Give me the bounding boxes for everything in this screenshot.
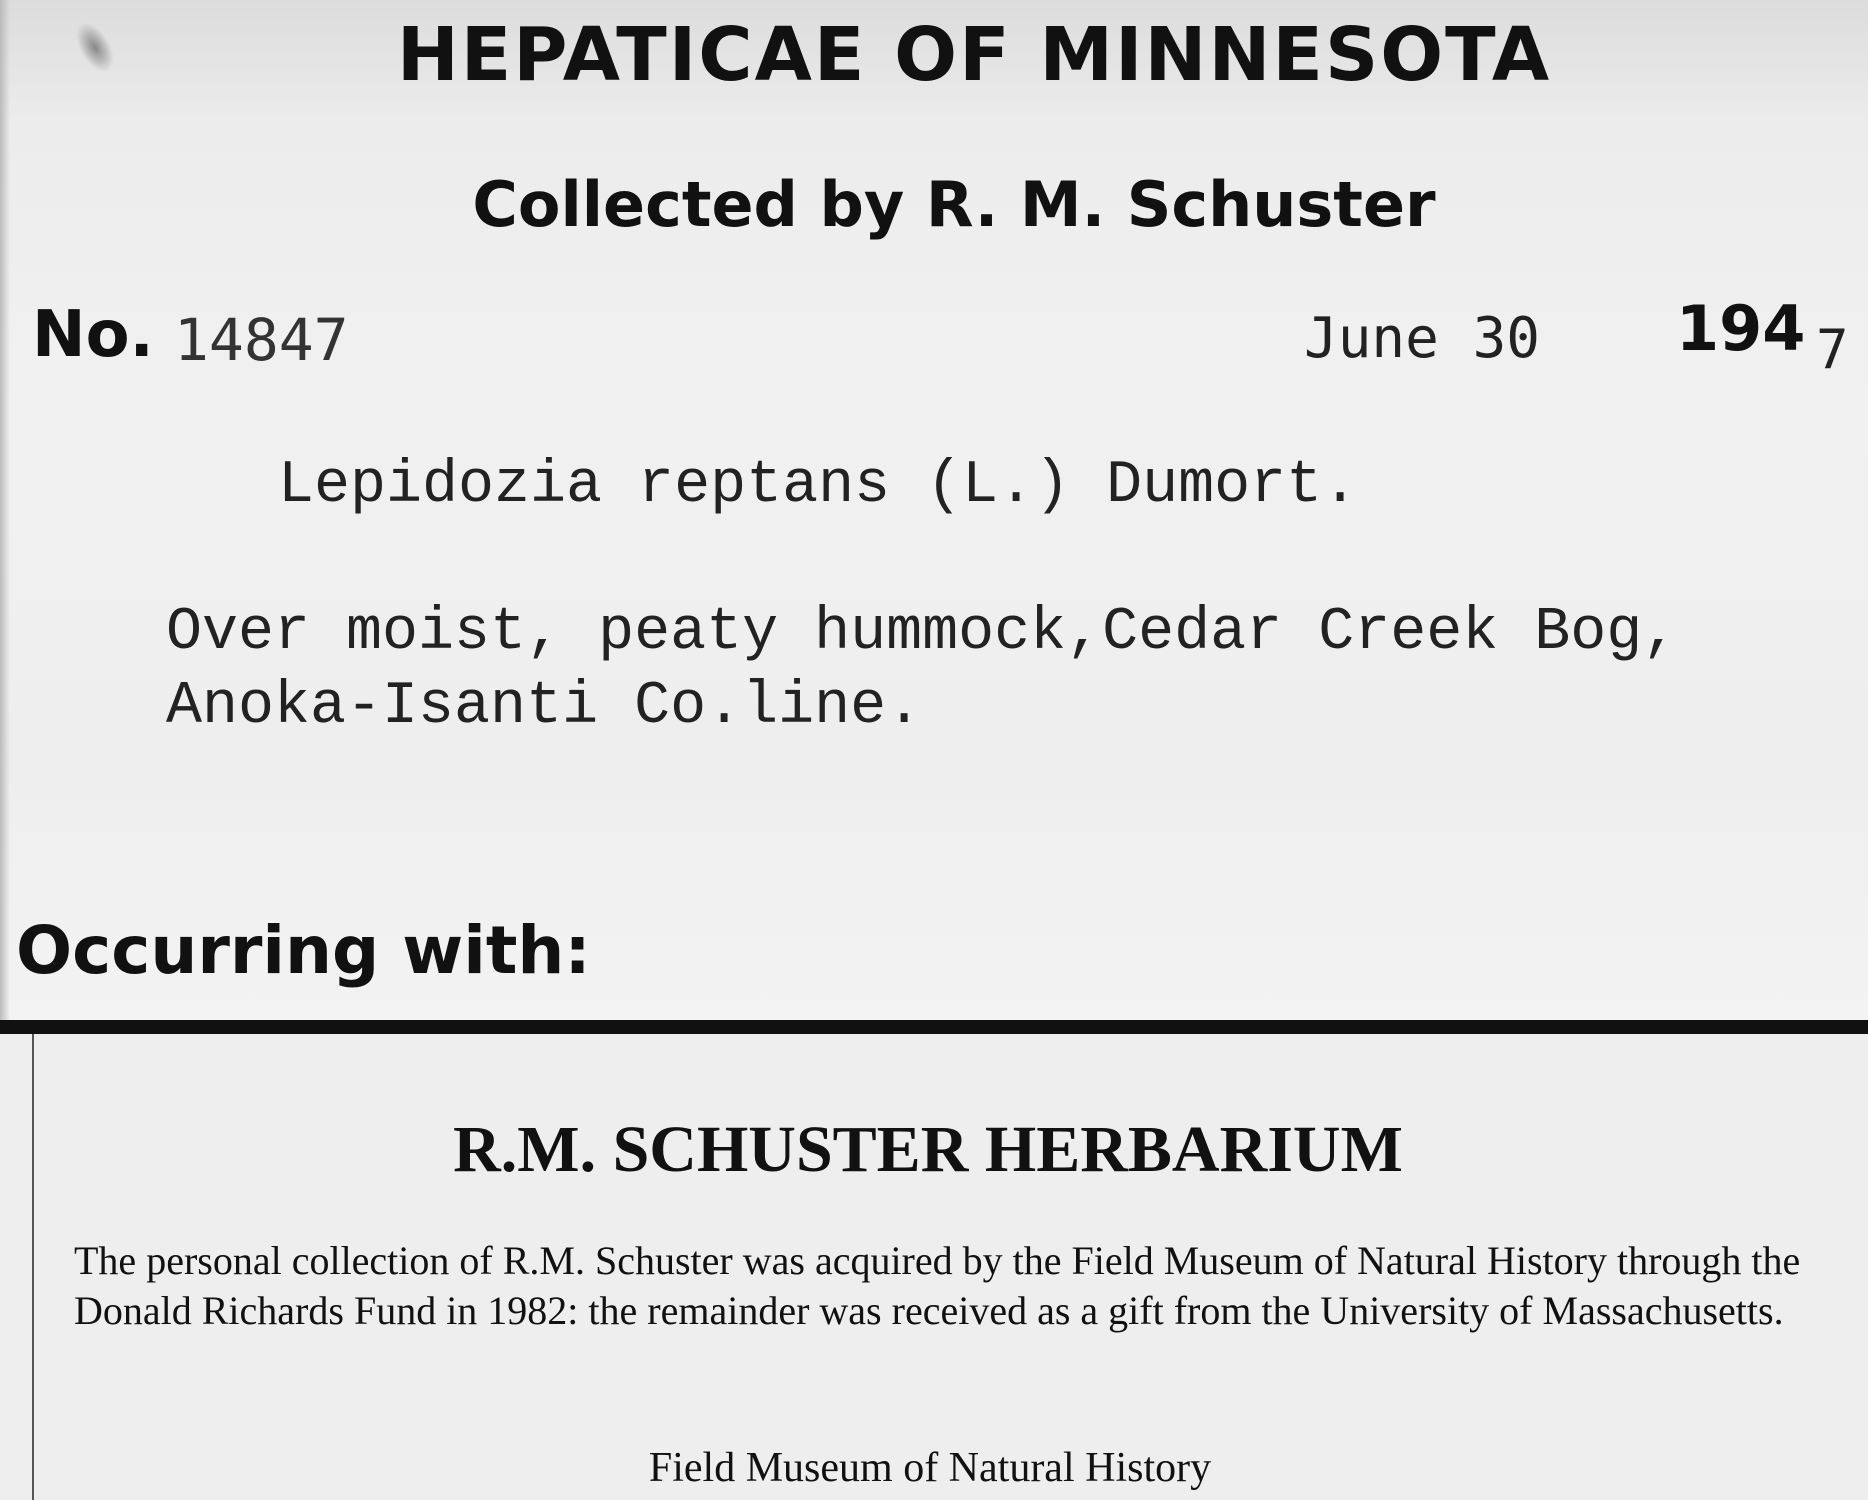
specimen-number: 14847 (174, 306, 349, 374)
paper-edge-shadow (0, 0, 10, 1020)
locality-description (166, 596, 1678, 744)
collector-line: Collected by R. M. Schuster (472, 168, 1436, 241)
label-title: HEPATICAE OF MINNESOTA (396, 12, 1552, 98)
locality-line-1: Over moist, peaty hummock,Cedar Creek Bog, (166, 599, 1679, 667)
locality-line-2: Anoka-Isanti Co.line. (166, 673, 923, 741)
occurring-with-label: Occurring with: (16, 912, 591, 989)
collection-date: June 30 (1304, 306, 1541, 371)
species-name: Lepidozia reptans (L.) Dumort. (278, 452, 1359, 520)
herbarium-statement: The personal collection of R.M. Schuster was acquired by the Field Museum of Natural History through the Donald Richards Fund in 1982: the remainder was received as a gift from the University of Massachusetts. (74, 1238, 1801, 1333)
label-divider (0, 1020, 1868, 1034)
herbarium-title: R.M. SCHUSTER HERBARIUM (453, 1113, 1403, 1186)
year-prefix: 194 (1676, 292, 1806, 365)
number-label: No. (32, 298, 154, 372)
year-digit: 7 (1816, 318, 1849, 381)
institution-name: Field Museum of Natural History (648, 1445, 1212, 1491)
label-edge (32, 1034, 34, 1500)
